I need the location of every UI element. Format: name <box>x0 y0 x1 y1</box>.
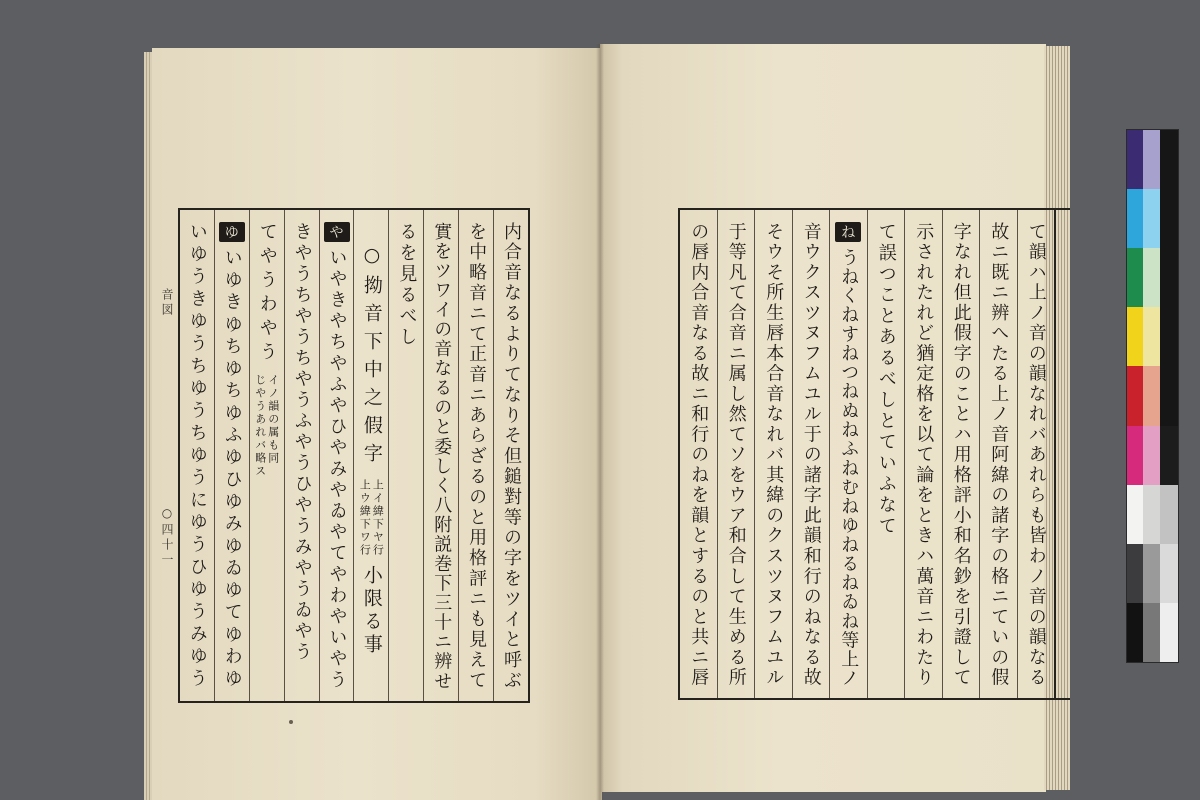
color-swatch <box>1160 130 1178 189</box>
text-column <box>319 210 354 701</box>
running-head: 音図 <box>160 288 174 318</box>
kana-label-box: ね <box>835 222 861 242</box>
color-swatch <box>1127 248 1143 307</box>
color-swatch <box>1127 189 1143 248</box>
color-swatch <box>1127 426 1143 485</box>
inline-note-right: イノ韻の属も同 <box>266 374 280 465</box>
text-column <box>284 210 319 701</box>
color-swatch <box>1160 248 1178 307</box>
column-text: て韻ハ上ノ音の韻なれバあれらも皆わノ音の韻なる <box>1025 222 1047 688</box>
column-text: 内合音なるよりてなりそ但鎚對等の字をツイと呼ぶ <box>501 222 523 691</box>
inline-note <box>359 479 383 557</box>
column-text: 音ウクスツヌフムユル于の諸字此韻和行のねなる故 <box>800 222 822 688</box>
inline-note-left: じやうあれバ略ス <box>253 374 267 478</box>
text-column <box>979 210 1017 698</box>
color-calibration-chart <box>1127 130 1178 662</box>
text-column <box>754 210 792 698</box>
text-column <box>249 210 284 701</box>
color-swatch <box>1143 130 1160 189</box>
page-number: ○四十一 <box>160 506 174 568</box>
column-text: 實をツワイの音なるのと委しく八附説巻下三十ニ辨せ <box>431 222 453 691</box>
column-text: るを見るべし <box>396 222 418 348</box>
inline-note <box>255 374 279 478</box>
color-swatch <box>1160 189 1178 248</box>
color-swatch <box>1160 307 1178 366</box>
text-column <box>388 210 423 701</box>
left-text-frame <box>178 208 530 703</box>
color-swatch <box>1143 189 1160 248</box>
text-column <box>717 210 755 698</box>
section-heading: ○拗音下中之假字 <box>360 244 383 471</box>
color-swatch <box>1127 130 1143 189</box>
text-column <box>680 210 717 698</box>
column-text: 故ニ既ニ辨へたる上ノ音阿緯の諸字の格ニていの假 <box>988 222 1010 688</box>
column-text: の唇内合音なる故ニ和行のねを韻とするのと共ニ唇 <box>688 222 710 688</box>
right-text-frame <box>678 208 1056 700</box>
color-swatch <box>1160 485 1178 544</box>
kana-label-box: ゆ <box>219 222 245 242</box>
column-text: てやうわやう <box>256 222 278 366</box>
column-text: 字なれ但此假字のことハ用格評小和名鈔を引證して <box>950 222 972 688</box>
text-column <box>904 210 942 698</box>
color-swatch <box>1127 544 1143 603</box>
color-swatch <box>1127 603 1143 662</box>
heading-column <box>353 210 388 701</box>
column-text: そウそ所生唇本合音なれバ其緯のクスツヌフムユル <box>763 222 785 688</box>
column-text: て誤つことあるべしとていふなて <box>875 222 897 537</box>
text-column <box>180 210 214 701</box>
color-swatch <box>1143 366 1160 425</box>
color-swatch <box>1160 603 1178 662</box>
color-swatch <box>1127 366 1143 425</box>
color-swatch <box>1160 366 1178 425</box>
column-text: を中略音ニて正音ニあらざるのと用格評ニも見えて <box>466 222 488 691</box>
column-text: いゆうきゆうちゆうちゆうにゆうひゆうみゆう <box>186 222 208 691</box>
color-swatch <box>1127 307 1143 366</box>
book-gutter <box>596 44 604 800</box>
text-column <box>458 210 493 701</box>
inline-note-left: 上ウ緯下ワ行 <box>358 479 372 557</box>
color-swatch <box>1160 544 1178 603</box>
column-text: 示されたれど猶定格を以て論をときハ萬音ニわたり <box>913 222 935 688</box>
text-column <box>867 210 905 698</box>
color-swatch <box>1143 485 1160 544</box>
color-swatch <box>1143 426 1160 485</box>
column-text: 于等凡て合音ニ属し然てソをウア和合して生める所 <box>725 222 747 688</box>
inline-note-right: 上イ緯下ヤ行 <box>371 479 385 557</box>
paper-spot <box>289 720 293 724</box>
text-column <box>1017 210 1055 698</box>
color-swatch <box>1160 426 1178 485</box>
color-swatch <box>1143 307 1160 366</box>
frame-rule-extension-bottom <box>1054 698 1070 700</box>
text-column <box>423 210 458 701</box>
frame-rule-extension-top <box>1054 208 1070 210</box>
text-column <box>493 210 528 701</box>
column-text: いやきやちやふやひやみやゐやてやわやいやう <box>326 248 348 692</box>
text-column <box>214 210 249 701</box>
text-column <box>792 210 830 698</box>
color-swatch <box>1143 248 1160 307</box>
column-text: いゆきゆちゆちゆふゆひゆみゆゐゆてゆわゆ <box>221 248 243 691</box>
kana-label-box: や <box>324 222 350 242</box>
color-swatch <box>1143 544 1160 603</box>
column-text: きやうちやうちやうふやうひやうみやうゐやう <box>291 222 313 663</box>
text-column <box>829 210 867 698</box>
text-column <box>942 210 980 698</box>
color-swatch <box>1127 485 1143 544</box>
section-heading-tail: 小限る事 <box>360 565 383 657</box>
color-swatch <box>1143 603 1160 662</box>
column-text: うねくねすねつねぬねふねむねゆねるねゐね等上ノ <box>838 248 860 688</box>
